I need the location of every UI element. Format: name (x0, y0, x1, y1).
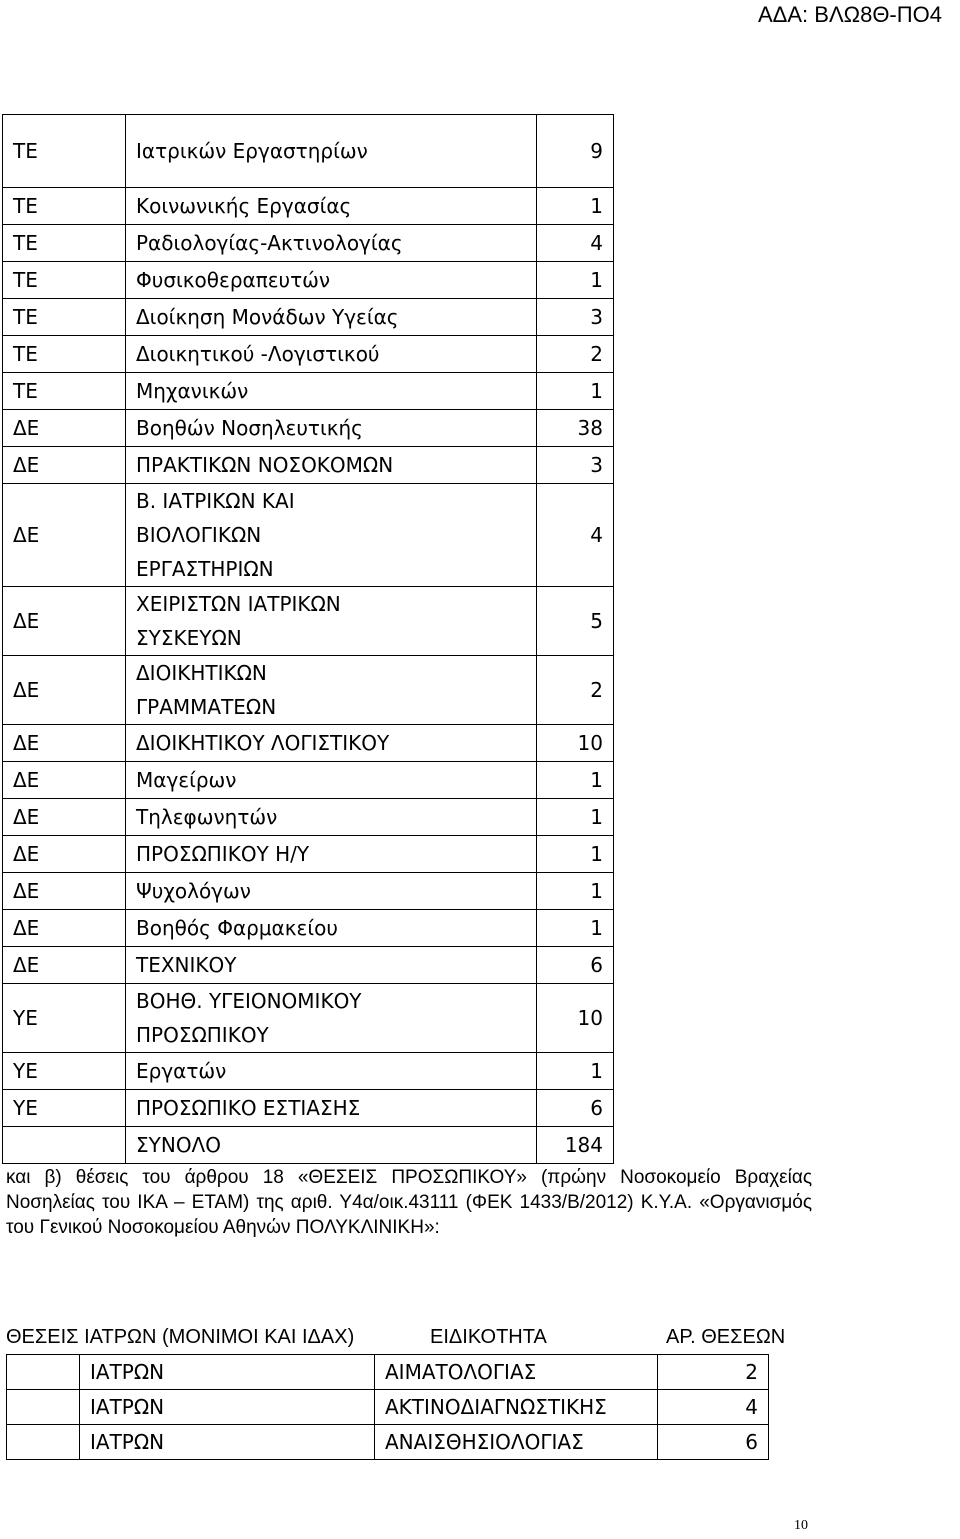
table-row (3, 725, 614, 762)
table-row (3, 799, 614, 836)
specialty-line: ΠΡΟΣΩΠΙΚΟ ΕΣΤΙΑΣΗΣ (136, 1096, 361, 1120)
specialty-cell (126, 1090, 537, 1127)
category-cell: ΔΕ (3, 587, 126, 656)
category-cell: ΤΕ (3, 188, 126, 225)
header-doctor-positions: ΘΕΣΕΙΣ ΙΑΤΡΩΝ (ΜΟΝΙΜΟΙ ΚΑΙ ΙΔΑΧ) (6, 1326, 355, 1348)
count-cell: 10 (537, 725, 614, 762)
specialty-line: ΕΡΓΑΣΤΗΡΙΩΝ (136, 557, 274, 581)
table-row (3, 115, 614, 188)
category-cell: ΔΕ (3, 484, 126, 587)
specialty-line: Φυσικοθεραπευτών (136, 268, 331, 292)
count-cell: 1 (537, 873, 614, 910)
specialty-cell (126, 484, 537, 587)
table-row (3, 1127, 614, 1164)
count-cell: 3 (537, 299, 614, 336)
table-row (7, 1425, 769, 1460)
specialty-line: ΒΙΟΛΟΓΙΚΩΝ (136, 523, 262, 547)
specialty-line: ΓΡΑΜΜΑΤΕΩΝ (136, 695, 277, 719)
category-cell: ΔΕ (3, 836, 126, 873)
specialty-cell (126, 762, 537, 799)
specialty-line: ΒΟΗΘ. ΥΓΕΙΟΝΟΜΙΚΟΥ (136, 989, 362, 1013)
count-cell: 5 (537, 587, 614, 656)
page-number: 10 (794, 1518, 808, 1533)
specialty-line: Βοηθός Φαρμακείου (136, 916, 338, 940)
count-cell: 4 (658, 1390, 769, 1425)
table-row (3, 299, 614, 336)
count-cell: 10 (537, 984, 614, 1053)
specialty-line: Μηχανικών (136, 379, 249, 403)
category-cell: ΔΕ (3, 656, 126, 725)
specialty-cell (126, 1127, 537, 1164)
specialty-line: Τηλεφωνητών (136, 805, 278, 829)
category-cell: ΔΕ (3, 873, 126, 910)
doctor-cell: ΙΑΤΡΩΝ (80, 1425, 375, 1460)
count-cell: 3 (537, 447, 614, 484)
category-cell: ΥΕ (3, 1090, 126, 1127)
category-cell: ΔΕ (3, 947, 126, 984)
specialty-line: Ιατρικών Εργαστηρίων (136, 139, 368, 163)
empty-cell (7, 1425, 80, 1460)
specialty-line: Διοίκηση Μονάδων Υγείας (136, 305, 399, 329)
specialty-cell (126, 799, 537, 836)
count-cell: 1 (537, 836, 614, 873)
category-cell: ΔΕ (3, 410, 126, 447)
specialty-cell (126, 299, 537, 336)
category-cell: ΤΕ (3, 115, 126, 188)
count-cell: 4 (537, 225, 614, 262)
specialty-line: ΠΡΟΣΩΠΙΚΟΥ Η/Υ (136, 842, 310, 866)
count-cell: 184 (537, 1127, 614, 1164)
table-row (3, 1090, 614, 1127)
specialty-cell (126, 1053, 537, 1090)
table-row (3, 947, 614, 984)
count-cell: 1 (537, 373, 614, 410)
specialty-line: Μαγείρων (136, 768, 237, 792)
table-row (3, 336, 614, 373)
category-cell: ΔΕ (3, 762, 126, 799)
count-cell: 1 (537, 188, 614, 225)
table-row (3, 587, 614, 656)
doctor-cell: ΙΑΤΡΩΝ (80, 1355, 375, 1390)
category-cell: ΔΕ (3, 447, 126, 484)
specialty-line: ΠΡΑΚΤΙΚΩΝ ΝΟΣΟΚΟΜΩΝ (136, 453, 394, 477)
specialty-line: Κοινωνικής Εργασίας (136, 194, 352, 218)
table-row (3, 447, 614, 484)
category-cell: ΔΕ (3, 910, 126, 947)
table-row (3, 1053, 614, 1090)
specialty-cell (126, 656, 537, 725)
table-row (3, 656, 614, 725)
count-cell: 9 (537, 115, 614, 188)
ada-code: ΑΔΑ: ΒΛΩ8Θ-ΠΟ4 (758, 2, 942, 27)
specialty-cell (126, 984, 537, 1053)
category-cell: ΤΕ (3, 262, 126, 299)
specialty-line: ΧΕΙΡΙΣΤΩΝ ΙΑΤΡΙΚΩΝ (136, 592, 341, 616)
specialty-cell (126, 587, 537, 656)
table-row (3, 484, 614, 587)
specialty-cell (126, 225, 537, 262)
doctors-table (6, 1354, 769, 1460)
specialty-line: Β. ΙΑΤΡΙΚΩΝ ΚΑΙ (136, 489, 295, 513)
table-row (3, 373, 614, 410)
count-cell: 1 (537, 1053, 614, 1090)
specialty-cell (126, 947, 537, 984)
category-cell: ΤΕ (3, 336, 126, 373)
positions-table (2, 114, 614, 1164)
specialty-cell (126, 725, 537, 762)
category-cell: ΥΕ (3, 1053, 126, 1090)
category-cell: ΤΕ (3, 225, 126, 262)
table-row (3, 873, 614, 910)
count-cell: 4 (537, 484, 614, 587)
specialty-line: Ραδιολογίας-Ακτινολογίας (136, 231, 403, 255)
specialty-cell: ΑΚΤΙΝΟΔΙΑΓΝΩΣΤΙΚΗΣ (375, 1390, 658, 1425)
specialty-cell (126, 262, 537, 299)
count-cell: 2 (537, 336, 614, 373)
count-cell: 6 (537, 947, 614, 984)
specialty-line: ΔΙΟΙΚΗΤΙΚΩΝ (136, 661, 267, 685)
specialty-line: ΤΕΧΝΙΚΟΥ (136, 953, 237, 977)
specialty-cell (126, 447, 537, 484)
article-paragraph: και β) θέσεις του άρθρου 18 «ΘΕΣΕΙΣ ΠΡΟΣΩΠΙΚΟΥ» (πρώην Νοσοκομείο Βραχείας Νοσηλείας του ΙΚΑ – ΕΤΑΜ) της αριθ. Υ4α/οικ.43111 (ΦΕΚ 1433/Β/2012) Κ.Υ.Α. «Οργανισμός του Γενικού Νοσοκομείου Αθηνών ΠΟΛΥΚΛΙΝΙΚΗ»: (6, 1167, 812, 1238)
specialty-cell (126, 873, 537, 910)
specialty-cell (126, 115, 537, 188)
table-row (3, 188, 614, 225)
specialty-line: Διοικητικού -Λογιστικού (136, 342, 380, 366)
specialty-cell: ΑΙΜΑΤΟΛΟΓΙΑΣ (375, 1355, 658, 1390)
specialty-cell (126, 188, 537, 225)
category-cell: ΤΕ (3, 299, 126, 336)
specialty-cell: ΑΝΑΙΣΘΗΣΙΟΛΟΓΙΑΣ (375, 1425, 658, 1460)
category-cell: ΤΕ (3, 373, 126, 410)
specialty-line: ΣΥΝΟΛΟ (136, 1133, 221, 1157)
category-cell: ΥΕ (3, 984, 126, 1053)
count-cell: 6 (537, 1090, 614, 1127)
category-cell: ΔΕ (3, 799, 126, 836)
category-cell: ΔΕ (3, 725, 126, 762)
doctor-cell: ΙΑΤΡΩΝ (80, 1390, 375, 1425)
table-row (3, 984, 614, 1053)
specialty-cell (126, 373, 537, 410)
empty-cell (7, 1390, 80, 1425)
specialty-line: ΠΡΟΣΩΠΙΚΟΥ (136, 1023, 269, 1047)
count-cell: 1 (537, 262, 614, 299)
count-cell: 6 (658, 1425, 769, 1460)
specialty-cell (126, 836, 537, 873)
category-cell (3, 1127, 126, 1164)
table-row (3, 910, 614, 947)
empty-cell (7, 1355, 80, 1390)
specialty-line: Εργατών (136, 1059, 227, 1083)
count-cell: 1 (537, 762, 614, 799)
count-cell: 1 (537, 910, 614, 947)
count-cell: 1 (537, 799, 614, 836)
specialty-line: ΔΙΟΙΚΗΤΙΚΟΥ ΛΟΓΙΣΤΙΚΟΥ (136, 731, 390, 755)
specialty-line: ΣΥΣΚΕΥΩΝ (136, 626, 242, 650)
specialty-line: Βοηθών Νοσηλευτικής (136, 416, 363, 440)
specialty-cell (126, 336, 537, 373)
specialty-cell (126, 410, 537, 447)
table-row (7, 1355, 769, 1390)
table-row (3, 762, 614, 799)
header-positions-count: ΑΡ. ΘΕΣΕΩΝ (666, 1326, 786, 1348)
header-specialty: ΕΙΔΙΚΟΤΗΤΑ (430, 1326, 547, 1348)
specialty-line: Ψυχολόγων (136, 879, 251, 903)
table-row (7, 1390, 769, 1425)
table-row (3, 836, 614, 873)
count-cell: 38 (537, 410, 614, 447)
count-cell: 2 (658, 1355, 769, 1390)
table-row (3, 262, 614, 299)
count-cell: 2 (537, 656, 614, 725)
table-row (3, 410, 614, 447)
specialty-cell (126, 910, 537, 947)
table-row (3, 225, 614, 262)
